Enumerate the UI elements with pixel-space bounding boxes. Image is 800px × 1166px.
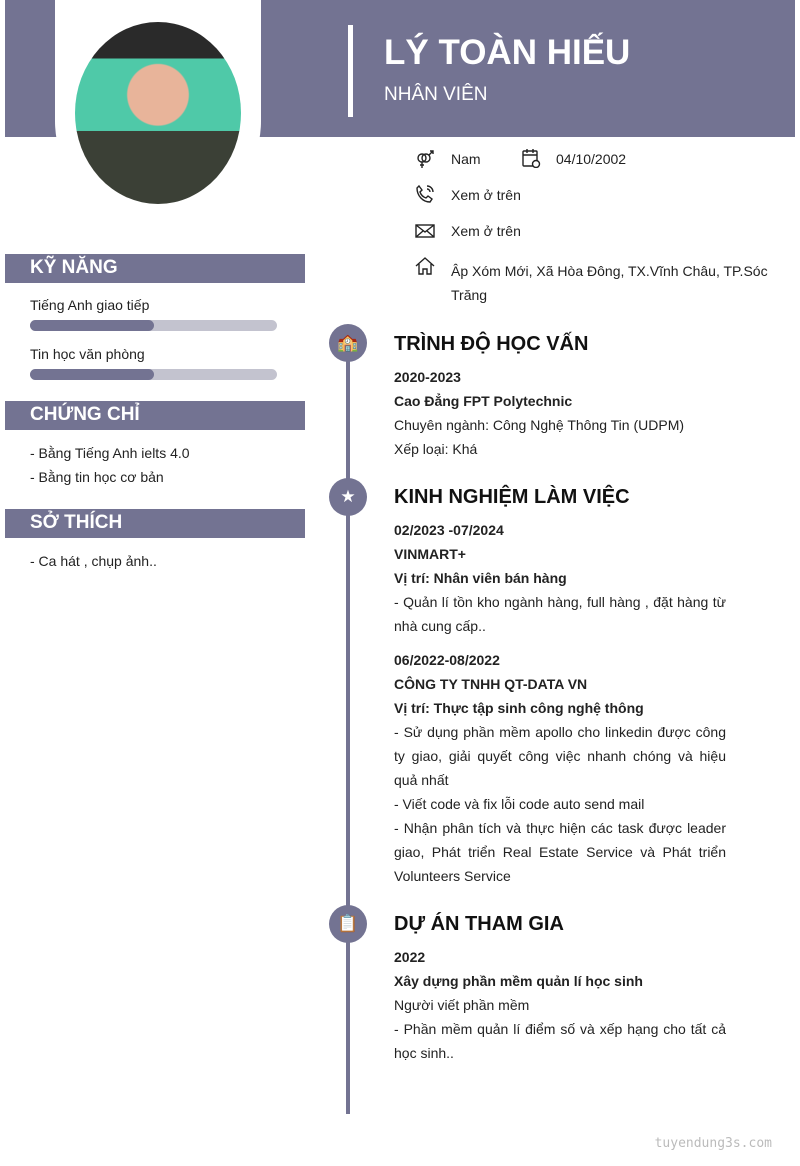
home-icon xyxy=(415,256,435,276)
gender-icon xyxy=(415,149,435,169)
education-period: 2020-2023 xyxy=(394,369,461,385)
experience-heading: KINH NGHIỆM LÀM VIỆC xyxy=(394,486,630,508)
school-name: Cao Đẳng FPT Polytechnic xyxy=(394,393,573,409)
team-icon: ★ xyxy=(329,478,367,516)
email-icon xyxy=(415,221,435,241)
gender: Nam xyxy=(451,151,481,167)
certificate-item: - Bằng Tiếng Anh ielts 4.0 xyxy=(30,445,190,461)
hobbies-text: - Ca hát , chụp ảnh.. xyxy=(30,553,157,569)
certificates-heading: CHỨNG CHỈ xyxy=(5,401,305,430)
phone-icon xyxy=(415,184,435,204)
project-block xyxy=(394,945,726,1065)
job-company: VINMART+ xyxy=(394,546,466,562)
project-name: Xây dựng phần mềm quản lí học sinh xyxy=(394,973,643,989)
education-heading: TRÌNH ĐỘ HỌC VẤN xyxy=(394,333,589,355)
major: Chuyên ngành: Công Nghệ Thông Tin (UDPM) xyxy=(394,417,685,433)
rank: Xếp loại: Khá xyxy=(394,441,478,457)
calendar-icon xyxy=(521,148,541,168)
avatar xyxy=(75,22,241,204)
skill-bar xyxy=(30,320,277,331)
divider xyxy=(348,25,353,117)
job-line: - Sử dụng phần mềm apollo cho linkedin được công ty giao, giải quyết công việc nhanh chóng và hiệu quả nhất xyxy=(394,724,726,788)
birthday: 04/10/2002 xyxy=(556,151,627,167)
education-block xyxy=(394,365,726,461)
project-year: 2022 xyxy=(394,949,426,965)
skill-label: Tiếng Anh giao tiếp xyxy=(30,297,150,313)
job-line: - Nhận phân tích và thực hiện các task được leader giao, Phát triển Real Estate Service và Phát triển Volunteers Service xyxy=(394,820,726,884)
address: Âp Xóm Mới, Xã Hòa Đông, TX.Vĩnh Châu, TP.Sóc Trăng xyxy=(451,263,768,303)
job-block xyxy=(394,518,726,638)
email: Xem ở trên xyxy=(451,223,521,239)
phone: Xem ở trên xyxy=(451,187,521,203)
job-company: CÔNG TY TNHH QT-DATA VN xyxy=(394,676,588,692)
job-period: 02/2023 -07/2024 xyxy=(394,522,504,538)
school-icon: 🏫 xyxy=(329,324,367,362)
job-line: - Quản lí tồn kho ngành hàng, full hàng , đặt hàng từ nhà cung cấp.. xyxy=(394,594,726,634)
job-period: 06/2022-08/2022 xyxy=(394,652,500,668)
project-desc: - Phần mềm quản lí điểm số và xếp hạng cho tất cả học sinh.. xyxy=(394,1021,726,1061)
skill-bar xyxy=(30,369,277,380)
timeline-line xyxy=(346,340,350,1114)
skill-label: Tin học văn phòng xyxy=(30,346,145,362)
watermark: tuyendung3s.com xyxy=(654,1136,772,1151)
job-position: Vị trí: Thực tập sinh công nghệ thông xyxy=(394,700,644,716)
candidate-name: LÝ TOÀN HIẾU xyxy=(384,33,631,72)
hobbies-heading: SỞ THÍCH xyxy=(5,509,305,538)
job-block xyxy=(394,648,726,888)
project-role: Người viết phần mềm xyxy=(394,997,530,1013)
candidate-role: NHÂN VIÊN xyxy=(384,84,488,105)
projects-heading: DỰ ÁN THAM GIA xyxy=(394,913,564,935)
project-icon: 📋 xyxy=(329,905,367,943)
certificate-item: - Bằng tin học cơ bản xyxy=(30,469,164,485)
job-position: Vị trí: Nhân viên bán hàng xyxy=(394,570,567,586)
skills-heading: KỸ NĂNG xyxy=(5,254,305,283)
job-line: - Viết code và fix lỗi code auto send mail xyxy=(394,796,645,812)
